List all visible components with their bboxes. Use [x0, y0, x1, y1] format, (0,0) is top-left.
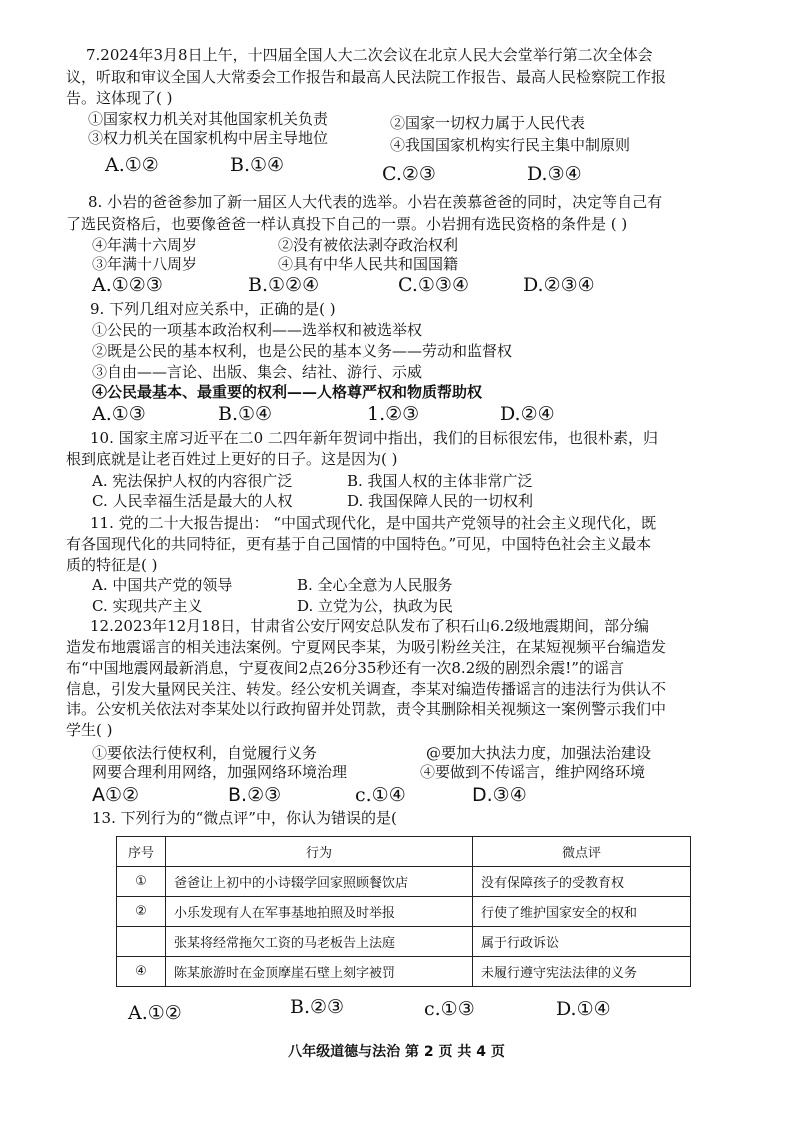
q10-stem-line1: 10. 国家主席习近平在二0 二四年新年贺词中指出，我们的目标很宏伟，也很朴素，归	[90, 429, 658, 447]
q7-statement-3: ③权力机关在国家机构中居主导地位	[88, 129, 329, 147]
q12-stem-line1: 12.2023年12月18日，甘肃省公安厅网安总队发布了积石山6.2级地震期间，部分编	[90, 617, 650, 635]
q8-statement-4: ④具有中华人民共和国国籍	[278, 255, 459, 273]
q8-statement-1: ④年满十六周岁	[92, 236, 198, 254]
table-header-cell: 行为	[166, 837, 473, 867]
q12-stem-line2: 造发布地震谣言的相关违法案例。宁夏网民李某，为吸引粉丝关注，在某短视频平台编造发	[66, 638, 667, 656]
q8-statement-3: ③年满十八周岁	[92, 255, 198, 273]
q7-stem-line1: 7.2024年3月8日上午，十四届全国人大二次会议在北京人民大会堂举行第二次全体会	[86, 46, 653, 64]
q13-table	[116, 836, 691, 987]
table-cell-number	[117, 927, 166, 957]
q13-option-d: D.①④	[556, 998, 611, 1020]
q12-stem-line4: 信息，引发大量网民关注、转发。经公安机关调查，李某对编造传播谣言的违法行为供认不	[66, 680, 667, 698]
table-cell-number: ②	[117, 897, 166, 927]
q11-option-c: C. 实现共产主义	[92, 597, 203, 615]
q7-statement-4: ④我国国家机构实行民主集中制原则	[390, 136, 631, 154]
table-row	[117, 957, 691, 987]
table-header-row	[117, 837, 691, 867]
q12-option-b: B.②③	[228, 784, 282, 806]
q12-option-d: D.③④	[472, 784, 527, 806]
q9-option-a: A.①③	[92, 403, 146, 425]
q12-statement-4: ④要做到不传谣言，维护网络环境	[420, 763, 646, 781]
table-cell-comment: 未履行遵守宪法法律的义务	[473, 957, 691, 987]
q11-option-a: A. 中国共产党的领导	[92, 576, 233, 594]
q8-option-d: D.②③④	[523, 274, 595, 296]
q12-statement-2: @要加大执法力度，加强法治建设	[426, 744, 652, 762]
q10-option-b: B. 我国人权的主体非常广泛	[347, 472, 533, 490]
q13-option-a: A.①②	[128, 1002, 182, 1024]
q10-option-a: A. 宪法保护人权的内容很广泛	[92, 472, 293, 490]
q8-stem-line1: 8. 小岩的爸爸参加了新一届区人大代表的选举。小岩在羡慕爸爸的同时，决定等自己有	[88, 193, 663, 211]
q11-option-d: D. 立党为公，执政为民	[297, 597, 454, 615]
table-cell-comment: 属于行政诉讼	[473, 927, 691, 957]
q13-option-c: c.①③	[424, 998, 475, 1020]
q7-statement-1: ①国家权力机关对其他国家机关负责	[88, 110, 329, 128]
q13-stem: 13. 下列行为的“微点评”中，你认为错误的是(	[92, 809, 397, 827]
q11-stem-line2: 有各国现代化的共同特征，更有基于自己国情的中国特色。”可见，中国特色社会主义最本	[66, 535, 652, 553]
q8-option-c: C.①③④	[398, 274, 469, 296]
q7-statement-2: ②国家一切权力属于人民代表	[390, 114, 586, 132]
table-cell-number: ④	[117, 957, 166, 987]
table-cell-number: ①	[117, 867, 166, 897]
q7-option-d: D.③④	[527, 163, 582, 185]
q11-stem-line1: 11. 党的二十大报告提出： “中国式现代化，是中国共产党领导的社会主义现代化，既	[90, 514, 657, 532]
q10-option-d: D. 我国保障人民的一切权利	[347, 492, 534, 510]
q9-option-d: D.②④	[500, 403, 555, 425]
table-cell-action: 小乐发现有人在军事基地拍照及时举报	[166, 897, 473, 927]
table-row	[117, 927, 691, 957]
q7-stem-line3: 告。这体现了( )	[66, 89, 173, 107]
q12-option-c: c.①④	[355, 784, 406, 806]
page-footer: 八年级道德与法治 第 2 页 共 4 页	[288, 1044, 505, 1060]
q9-stem: 9. 下列几组对应关系中，正确的是( )	[90, 300, 336, 318]
table-cell-action: 张某将经常拖欠工资的马老板告上法庭	[166, 927, 473, 957]
table-cell-comment: 行使了维护国家安全的权和	[473, 897, 691, 927]
table-row	[117, 867, 691, 897]
table-header-cell: 微点评	[473, 837, 691, 867]
q12-stem-line6: 学生( )	[66, 721, 113, 739]
q8-option-a: A.①②③	[92, 274, 163, 296]
table-cell-action: 陈某旅游时在金顶摩崖石壁上刻字被罚	[166, 957, 473, 987]
table-cell-comment: 没有保障孩子的受教育权	[473, 867, 691, 897]
q7-option-c: C.②③	[382, 163, 436, 185]
q9-statement-3: ③自由——言论、出版、集会、结社、游行、示威	[92, 363, 423, 381]
q7-stem-line2: 议，听取和审议全国人大常委会工作报告和最高人民法院工作报告、最高人民检察院工作报	[66, 68, 667, 86]
q8-stem-line2: 了选民资格后，也要像爸爸一样认真投下自己的一票。小岩拥有选民资格的条件是 ( )	[66, 215, 628, 233]
q11-stem-line3: 质的特征是( )	[66, 556, 158, 574]
q12-option-a: A①②	[92, 784, 140, 806]
q13-option-b: B.②③	[290, 996, 345, 1018]
q9-statement-2: ②既是公民的基本权利，也是公民的基本义务——劳动和监督权	[92, 342, 513, 360]
q12-stem-line5: 讳。公安机关依法对李某处以行政拘留并处罚款，责令其删除相关视频这一案例警示我们中	[66, 700, 667, 718]
q12-stem-line3: 布“中国地震网最新消息，宁夏夜间2点26分35秒还有一次8.2级的剧烈余震!”的谣言	[66, 659, 624, 677]
q11-option-b: B. 全心全意为人民服务	[297, 576, 453, 594]
q10-option-c: C. 人民幸福生活是最大的人权	[92, 492, 293, 510]
q8-statement-2: ②没有被依法剥夺政治权利	[278, 236, 459, 254]
table-cell-action: 爸爸让上初中的小诗辍学回家照顾餐饮店	[166, 867, 473, 897]
table-header-cell: 序号	[117, 837, 166, 867]
q12-statement-3: 网要合理利用网络，加强网络环境治理	[92, 763, 348, 781]
q10-stem-line2: 根到底就是让老百姓过上更好的日子。这是因为( )	[66, 450, 398, 468]
q9-option-c: 1.②③	[367, 403, 420, 425]
q7-option-b: B.①④	[230, 154, 285, 176]
q9-statement-1: ①公民的一项基本政治权利——选举权和被选举权	[92, 321, 423, 339]
q12-statement-1: ①要依法行使权利，自觉履行义务	[92, 744, 318, 762]
q9-statement-4: ④公民最基本、最重要的权利——人格尊严权和物质帮助权	[92, 383, 483, 401]
q9-option-b: B.①④	[218, 403, 273, 425]
table-row	[117, 897, 691, 927]
q7-option-a: A.①②	[105, 154, 159, 176]
q8-option-b: B.①②④	[248, 274, 320, 296]
